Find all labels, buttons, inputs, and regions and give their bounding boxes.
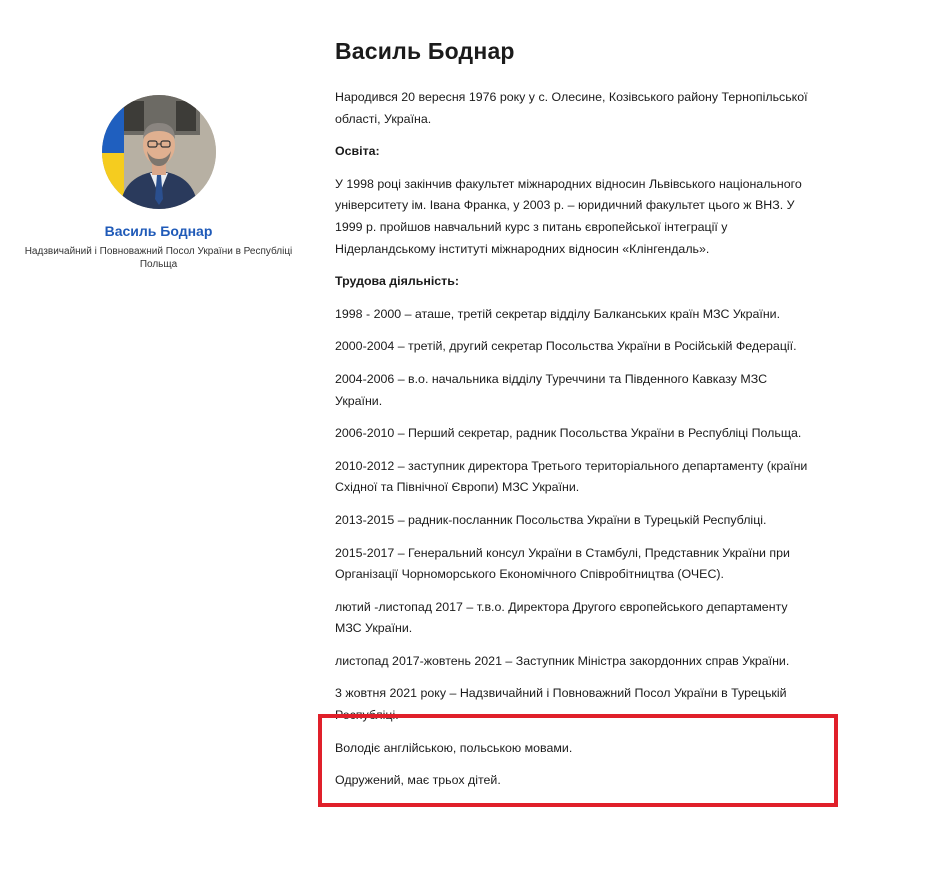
profile-name-link[interactable]: Василь Боднар (104, 223, 213, 239)
languages-paragraph: Володіє англійською, польською мовами. (335, 740, 573, 755)
page-title: Василь Боднар (335, 38, 515, 64)
career-item: 2006-2010 – Перший секретар, радник Посольства України в Республіці Польща. (335, 426, 802, 441)
career-heading: Трудова діяльність: (335, 274, 459, 289)
career-item: лютий -листопад 2017 – т.в.о. Директора Другого європейського департаменту МЗС України. (335, 599, 788, 636)
career-item: 2004-2006 – в.о. начальника відділу Туреччини та Південного Кавказу МЗС України. (335, 371, 768, 408)
career-item: 1998 - 2000 – аташе, третій секретар відділу Балканських країн МЗС України. (335, 306, 781, 321)
career-item: 2000-2004 – третій, другий секретар Посольства України в Російській Федерації. (335, 339, 797, 354)
biography-content (335, 38, 815, 803)
career-item: 2013-2015 – радник-посланник Посольства України в Турецькій Республіці. (335, 512, 767, 527)
birth-paragraph: Народився 20 вересня 1976 року у с. Олесине, Козівського району Тернопільської області, Україна. (335, 90, 808, 126)
career-item: 2010-2012 – заступник директора Третього територіального департаменту (країни Східної та Північної Європи) МЗС України. (335, 458, 808, 495)
profile-card (0, 95, 317, 271)
family-paragraph: Одружений, має трьох дітей. (335, 773, 501, 788)
career-item: листопад 2017-жовтень 2021 – Заступник Міністра закордонних справ України. (335, 653, 790, 668)
portrait-image (102, 95, 216, 209)
career-item: 3 жовтня 2021 року – Надзвичайний і Повноважний Посол України в Турецькій Республіці. (335, 686, 787, 723)
profile-position: Надзвичайний і Повноважний Посол України в Республіці Польща (24, 246, 293, 270)
education-heading: Освіта: (335, 144, 380, 159)
career-item: 2015-2017 – Генеральний консул України в Стамбулі, Представник України при Організації Чорноморського Економічного Співробітництва (ОЧЕС). (335, 545, 790, 582)
avatar (102, 95, 216, 209)
education-paragraph: У 1998 році закінчив факультет міжнародних відносин Львівського національного університету ім. Івана Франка, у 2003 р. – юридичний факультет цього ж ВНЗ. У 1999 р. пройшов навчальний курс з питань європейської інтеграції у Нідерландському інституті міжнародних відносин «Клінгендаль». (335, 176, 802, 256)
